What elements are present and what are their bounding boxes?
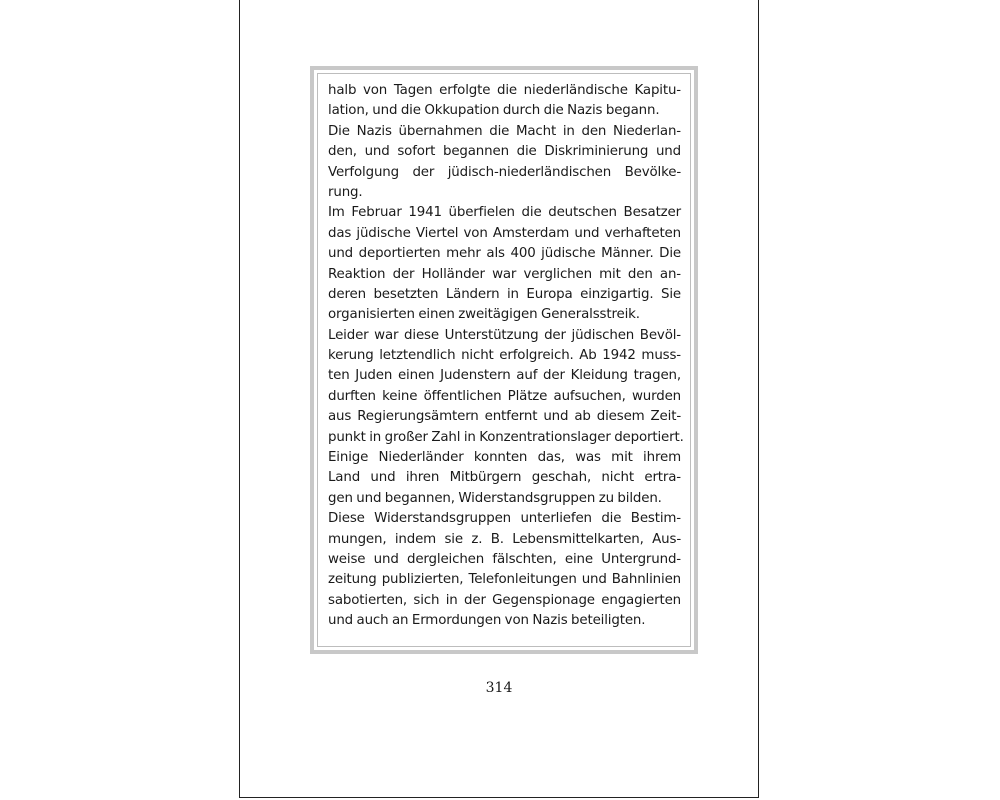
text-line: Die Nazis übernahmen die Macht in den Niederlan-: [328, 123, 681, 139]
text-line: durften keine öffentlichen Plätze aufsuchen, wurden: [328, 388, 681, 404]
text-line: halb von Tagen erfolgte die niederländische Kapitu-: [328, 83, 681, 98]
text-line: sabotierten, sich in der Gegenspionage engagierten: [328, 592, 681, 608]
text-line: ten Juden einen Judenstern auf der Kleidung tragen,: [328, 368, 681, 384]
text-frame: [310, 66, 698, 654]
text-line: das jüdische Viertel von Amsterdam und verhafteten: [328, 225, 681, 241]
text-line: punkt in großer Zahl in Konzentrationslager deportiert.: [328, 429, 684, 445]
text-frame-inner: [314, 70, 694, 650]
text-line: Diese Widerstandsgruppen unterliefen die Bestim-: [328, 511, 681, 527]
book-page: [239, 0, 759, 798]
text-line: weise und dergleichen fälschten, eine Untergrund-: [328, 551, 681, 567]
text-line: und deportierten mehr als 400 jüdische Männer. Die: [328, 246, 681, 262]
text-line: Im Februar 1941 überfielen die deutschen Besatzer: [328, 205, 681, 221]
text-line: lation, und die Okkupation durch die Nazis begann.: [328, 103, 660, 119]
text-line: rung.: [328, 184, 363, 200]
text-line: Verfolgung der jüdisch-niederländischen Bevölke-: [328, 164, 681, 180]
text-block: [317, 73, 691, 647]
text-line: aus Regierungsämtern entfernt und ab diesem Zeit-: [328, 409, 681, 425]
text-line: Leider war diese Unterstützung der jüdischen Bevöl-: [328, 327, 681, 343]
text-line: organisierten einen zweitägigen Generalsstreik.: [328, 307, 640, 323]
text-line: Reaktion der Holländer war verglichen mit den an-: [328, 266, 681, 282]
text-line: zeitung publizierten, Telefonleitungen und Bahnlinien: [328, 572, 681, 588]
text-line: Land und ihren Mitbürgern geschah, nicht ertra-: [328, 470, 681, 486]
text-line: deren besetzten Ländern in Europa einzigartig. Sie: [328, 286, 681, 302]
text-line: gen und begannen, Widerstandsgruppen zu bilden.: [328, 490, 662, 506]
text-line: kerung letztendlich nicht erfolgreich. Ab 1942 muss-: [328, 348, 681, 364]
text-line: Einige Niederländer konnten das, was mit ihrem: [328, 450, 681, 466]
text-line: mungen, indem sie z. B. Lebensmittelkarten, Aus-: [328, 531, 681, 547]
text-line: und auch an Ermordungen von Nazis beteiligten.: [328, 613, 646, 629]
text-line: den, und sofort begannen die Diskriminierung und: [328, 144, 681, 160]
page-number: 314: [485, 680, 513, 696]
